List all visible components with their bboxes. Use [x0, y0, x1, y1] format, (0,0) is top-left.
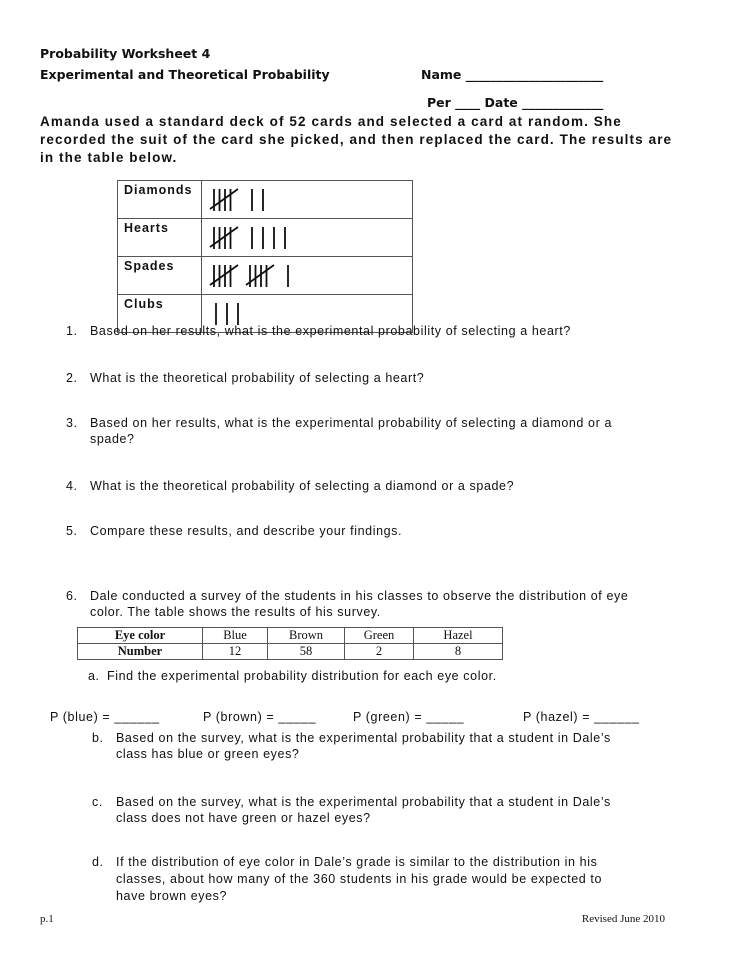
sub-text: class has blue or green eyes? — [116, 747, 300, 761]
question-number: 4. — [66, 479, 78, 493]
suit-label: Clubs — [118, 295, 202, 333]
sub-text: Based on the survey, what is the experimental probability that a student in Dale’s — [116, 795, 611, 809]
eye-cell: 58 — [268, 644, 345, 660]
question-text: Dale conducted a survey of the students in his classes to observe the distribution of eye — [90, 589, 629, 603]
tally-marks — [202, 257, 413, 295]
tally-marks — [202, 181, 413, 219]
question-text: Compare these results, and describe your findings. — [90, 524, 403, 538]
question-text: What is the theoretical probability of selecting a heart? — [90, 371, 425, 385]
eye-cell: 12 — [203, 644, 268, 660]
tally-marks — [202, 219, 413, 257]
p-blank: P (brown) = _____ — [203, 710, 317, 724]
worksheet-subtitle: Experimental and Theoretical Probability — [40, 67, 330, 82]
eye-color-table — [77, 627, 503, 660]
sub-text: have brown eyes? — [116, 889, 228, 903]
name-field: Name ______________________ — [421, 67, 604, 82]
question-text: Based on her results, what is the experimental probability of selecting a diamond or a — [90, 416, 612, 430]
eye-header: Hazel — [414, 628, 503, 644]
sub-text: Based on the survey, what is the experimental probability that a student in Dale’s — [116, 731, 611, 745]
question-number: 3. — [66, 416, 78, 430]
eye-cell: Number — [78, 644, 203, 660]
eye-header: Eye color — [78, 628, 203, 644]
sub-letter: d. — [92, 855, 104, 869]
eye-cell: 8 — [414, 644, 503, 660]
suit-label: Diamonds — [118, 181, 202, 219]
question-number: 5. — [66, 524, 78, 538]
sub-letter: c. — [92, 795, 103, 809]
eye-header: Green — [345, 628, 414, 644]
tally-svg — [202, 219, 412, 251]
p-blank: P (green) = _____ — [353, 710, 465, 724]
eye-cell: 2 — [345, 644, 414, 660]
eye-header: Brown — [268, 628, 345, 644]
tally-table — [117, 180, 413, 333]
worksheet-title: Probability Worksheet 4 — [40, 46, 211, 61]
p-blank: P (hazel) = ______ — [523, 710, 640, 724]
question-text: spade? — [90, 432, 135, 446]
intro-paragraph: Amanda used a standard deck of 52 cards and selected a card at random. She recorded the suit of the card she picked, and then replaced the card. The results are in the table below. — [40, 114, 673, 165]
sub-letter: b. — [92, 731, 104, 745]
sub-text: class does not have green or hazel eyes? — [116, 811, 371, 825]
sub-text: If the distribution of eye color in Dale’s grade is similar to the distribution in his — [116, 855, 598, 869]
tally-svg — [202, 181, 412, 213]
question-text: What is the theoretical probability of selecting a diamond or a spade? — [90, 479, 515, 493]
sub-text: classes, about how many of the 360 students in his grade would be expected to — [116, 872, 603, 886]
suit-label: Spades — [118, 257, 202, 295]
question-number: 2. — [66, 371, 78, 385]
revision-date: Revised June 2010 — [581, 913, 665, 925]
page-number: p.1 — [40, 913, 54, 925]
per-date-field: Per ____ Date _____________ — [427, 95, 604, 110]
question-text: Based on her results, what is the experimental probability of selecting a heart? — [90, 324, 571, 338]
eye-header: Blue — [203, 628, 268, 644]
p-blank: P (blue) = ______ — [50, 710, 160, 724]
sub-text: Find the experimental probability distribution for each eye color. — [107, 669, 497, 683]
question-number: 1. — [66, 324, 78, 338]
suit-label: Hearts — [118, 219, 202, 257]
tally-svg — [202, 257, 412, 289]
question-text: color. The table shows the results of his survey. — [90, 605, 381, 619]
question-number: 6. — [66, 589, 78, 603]
sub-letter: a. — [88, 669, 100, 683]
